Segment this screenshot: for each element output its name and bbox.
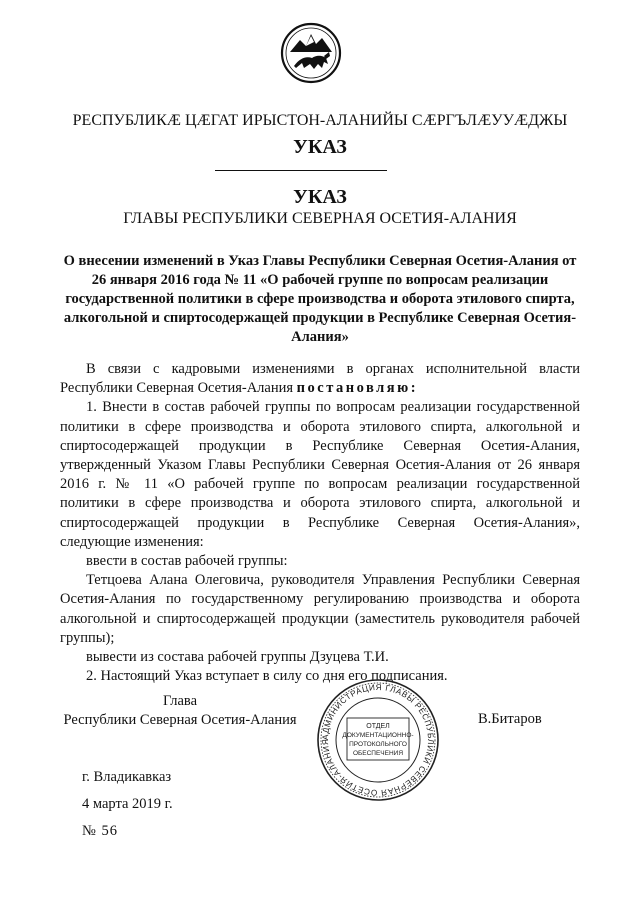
header-divider — [215, 170, 387, 171]
intro-paragraph — [60, 360, 580, 398]
decree-title-ossetian: УКАЗ — [293, 136, 347, 158]
intro-text: В связи с кадровыми изменениями в органах исполнительной власти Республики Северная Осетия-Алания — [60, 361, 580, 397]
decree-body — [60, 360, 580, 686]
signatory-title-line1: Глава — [162, 693, 198, 709]
stamp-outer-text: АДМИНИСТРАЦИЯ ГЛАВЫ РЕСПУБЛИКИ СЕВЕРНАЯ ОСЕТИЯ-АЛАНИЯ — [320, 682, 436, 798]
decree-word: постановляю: — [296, 380, 419, 397]
stamp-inner-line1: ОТДЕЛ — [366, 723, 390, 730]
add-members-line: ввести в состав рабочей группы: — [86, 553, 288, 570]
coat-of-arms-emblem — [280, 22, 342, 84]
stamp-inner-line2: ДОКУМЕНТАЦИОННО- — [342, 732, 414, 739]
decree-subject: О внесении изменений в Указ Главы Республики Северная Осетия-Алания от 26 января 2016 года № 11 «О рабочей группе по вопросам реализации государственной политики в сфере производства и оборота этилового спирта, алкогольной и спиртосодержащей продукции в Республике Северная Осетия-Алания» — [63, 253, 577, 345]
remove-member-line: вывести из состава рабочей группы Дзуцева Т.И. — [86, 649, 389, 666]
head-of-republic-title: ГЛАВЫ РЕСПУБЛИКИ СЕВЕРНАЯ ОСЕТИЯ-АЛАНИЯ — [123, 210, 517, 227]
item-2-paragraph: 2. Настоящий Указ вступает в силу со дня его подписания. — [86, 668, 448, 685]
republic-name-ossetian: РЕСПУБЛИКӔ ЦӔГАТ ИРЫСТОН-АЛАНИЙЫ СӔРГЪЛӔУУӔДЖЫ — [72, 112, 568, 129]
signatory-title — [60, 692, 300, 730]
issue-place: г. Владикавказ — [82, 769, 172, 785]
official-stamp — [314, 676, 442, 804]
issue-date: 4 марта 2019 г. — [82, 796, 173, 812]
signatory-title-line2: Республики Северная Осетия-Алания — [63, 712, 297, 728]
stamp-inner-line4: ОБЕСПЕЧЕНИЯ — [352, 750, 404, 757]
new-member-paragraph: Тетцоева Алана Олеговича, руководителя Управления Республики Северная Осетия-Алания по государственному регулированию производства и оборота алкогольной и спиртосодержащей продукции (заместитель руководителя рабочей группы); — [60, 572, 580, 646]
item-1-paragraph: 1. Внести в состав рабочей группы по вопросам реализации государственной политики в сфере производства и оборота этилового спирта, алкогольной и спиртосодержащей продукции в Республике Северная Осетия-Алания, утвержденный Указом Главы Республики Северная Осетия-Алания от 26 января 2016 г. № 11 «О рабочей группе по вопросам реализации государственной политики в сфере производства и оборота этилового спирта, алкогольной и спиртосодержащей продукции в Республике Северная Осетия-Алания», следующие изменения: — [60, 399, 580, 550]
signatory-name: В.Битаров — [478, 711, 542, 727]
decree-title-russian: УКАЗ — [293, 186, 347, 208]
decree-number: № 56 — [82, 823, 118, 839]
stamp-inner-line3: ПРОТОКОЛЬНОГО — [349, 741, 407, 748]
